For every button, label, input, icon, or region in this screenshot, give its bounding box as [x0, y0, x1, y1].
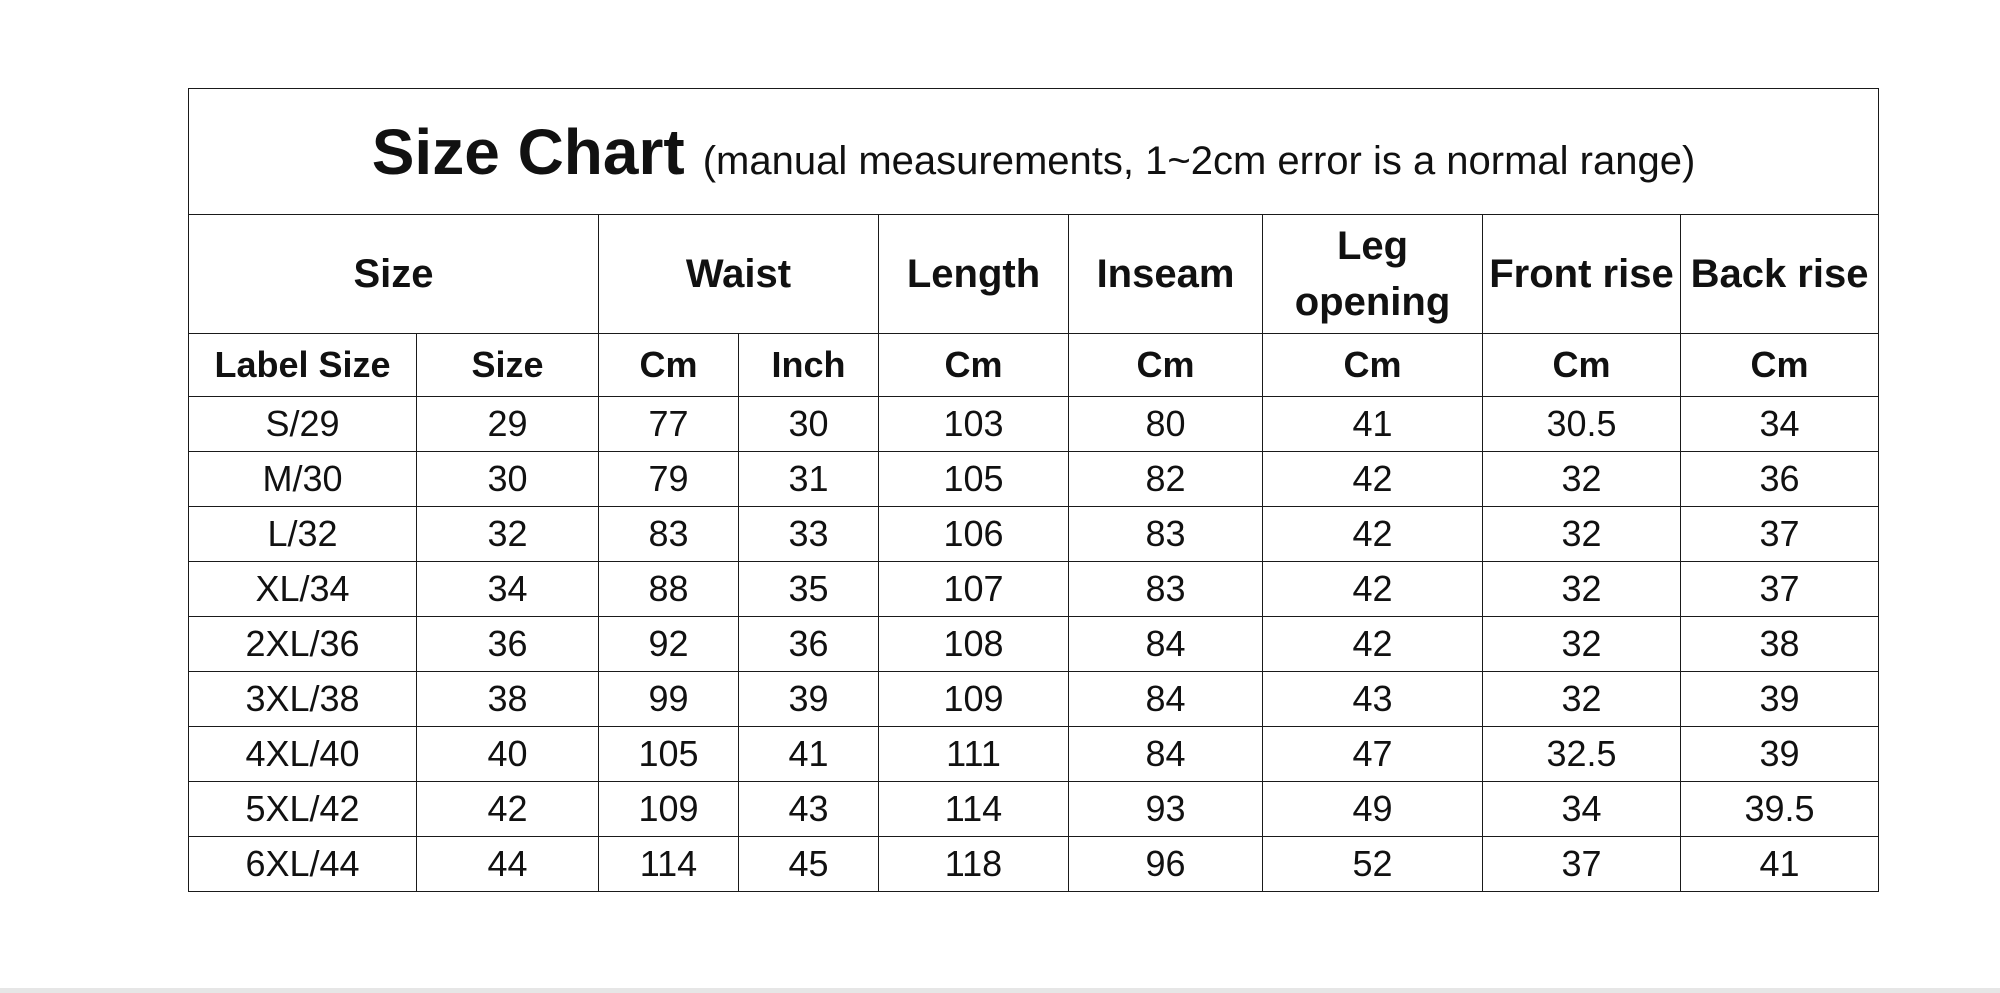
table-cell: 30: [739, 397, 879, 452]
table-cell: 114: [879, 782, 1069, 837]
table-cell: 36: [739, 617, 879, 672]
header-leg-opening: Leg opening: [1263, 215, 1483, 334]
table-cell: 29: [417, 397, 599, 452]
table-cell: 107: [879, 562, 1069, 617]
table-cell: 41: [1681, 837, 1879, 892]
header-size: Size: [189, 215, 599, 334]
table-cell: 106: [879, 507, 1069, 562]
table-cell: 34: [1681, 397, 1879, 452]
table-cell: 42: [1263, 507, 1483, 562]
table-cell: 38: [1681, 617, 1879, 672]
table-cell: 34: [417, 562, 599, 617]
table-cell: 83: [599, 507, 739, 562]
table-row: [189, 562, 1879, 617]
table-cell: 5XL/42: [189, 782, 417, 837]
table-cell: 103: [879, 397, 1069, 452]
table-cell: 3XL/38: [189, 672, 417, 727]
table-cell: 42: [1263, 617, 1483, 672]
table-cell: 80: [1069, 397, 1263, 452]
header-front-rise: Front rise: [1483, 215, 1681, 334]
table-cell: 99: [599, 672, 739, 727]
header-waist: Waist: [599, 215, 879, 334]
table-cell: M/30: [189, 452, 417, 507]
table-row: [189, 782, 1879, 837]
header-back-rise: Back rise: [1681, 215, 1879, 334]
table-cell: 84: [1069, 727, 1263, 782]
table-cell: 31: [739, 452, 879, 507]
table-cell: 4XL/40: [189, 727, 417, 782]
unit-cell: Cm: [1681, 334, 1879, 397]
table-cell: 111: [879, 727, 1069, 782]
title-cell: [189, 89, 1879, 215]
table-cell: 43: [1263, 672, 1483, 727]
table-cell: 32: [417, 507, 599, 562]
table-cell: 47: [1263, 727, 1483, 782]
table-cell: 42: [1263, 452, 1483, 507]
table-cell: 37: [1681, 507, 1879, 562]
table-cell: 96: [1069, 837, 1263, 892]
table-cell: 52: [1263, 837, 1483, 892]
table-cell: 39: [739, 672, 879, 727]
table-cell: 42: [1263, 562, 1483, 617]
table-cell: 32: [1483, 507, 1681, 562]
table-cell: 42: [417, 782, 599, 837]
unit-cell: Cm: [1263, 334, 1483, 397]
table-cell: 49: [1263, 782, 1483, 837]
table-cell: 82: [1069, 452, 1263, 507]
bottom-divider: [0, 988, 2000, 993]
table-cell: 39: [1681, 672, 1879, 727]
table-cell: 93: [1069, 782, 1263, 837]
table-cell: 109: [599, 782, 739, 837]
header-row: [189, 215, 1879, 334]
table-cell: 105: [879, 452, 1069, 507]
page-subtitle: (manual measurements, 1~2cm error is a normal range): [702, 138, 1696, 183]
table-cell: 43: [739, 782, 879, 837]
table-cell: 2XL/36: [189, 617, 417, 672]
table-row: [189, 507, 1879, 562]
table-row: [189, 672, 1879, 727]
table-cell: L/32: [189, 507, 417, 562]
table-cell: 32: [1483, 452, 1681, 507]
unit-row: [189, 334, 1879, 397]
table-cell: 32: [1483, 562, 1681, 617]
unit-cell: Cm: [599, 334, 739, 397]
table-cell: 32.5: [1483, 727, 1681, 782]
table-cell: 34: [1483, 782, 1681, 837]
unit-cell: Cm: [1069, 334, 1263, 397]
unit-cell: Size: [417, 334, 599, 397]
table-cell: 36: [1681, 452, 1879, 507]
table-cell: 83: [1069, 562, 1263, 617]
table-cell: 40: [417, 727, 599, 782]
table-cell: 77: [599, 397, 739, 452]
table-cell: 84: [1069, 617, 1263, 672]
table-cell: 45: [739, 837, 879, 892]
table-cell: 6XL/44: [189, 837, 417, 892]
table-cell: 30.5: [1483, 397, 1681, 452]
table-cell: 118: [879, 837, 1069, 892]
table-cell: 32: [1483, 617, 1681, 672]
page-title: Size Chart: [371, 115, 685, 188]
unit-cell: Inch: [739, 334, 879, 397]
title-row: [189, 89, 1879, 215]
table-cell: 44: [417, 837, 599, 892]
table-cell: 41: [1263, 397, 1483, 452]
size-chart-table: [188, 88, 1879, 892]
table-cell: 92: [599, 617, 739, 672]
table-cell: 109: [879, 672, 1069, 727]
table-row: [189, 727, 1879, 782]
table-cell: 79: [599, 452, 739, 507]
header-length: Length: [879, 215, 1069, 334]
unit-cell: Cm: [1483, 334, 1681, 397]
table-row: [189, 617, 1879, 672]
table-cell: 38: [417, 672, 599, 727]
table-cell: 30: [417, 452, 599, 507]
table-cell: 36: [417, 617, 599, 672]
table-cell: 37: [1681, 562, 1879, 617]
table-row: [189, 452, 1879, 507]
table-cell: S/29: [189, 397, 417, 452]
table-cell: 83: [1069, 507, 1263, 562]
header-inseam: Inseam: [1069, 215, 1263, 334]
table-cell: 108: [879, 617, 1069, 672]
table-cell: 32: [1483, 672, 1681, 727]
table-cell: 37: [1483, 837, 1681, 892]
table-cell: 41: [739, 727, 879, 782]
table-cell: 33: [739, 507, 879, 562]
table-cell: 105: [599, 727, 739, 782]
table-cell: XL/34: [189, 562, 417, 617]
unit-cell: Cm: [879, 334, 1069, 397]
table-cell: 114: [599, 837, 739, 892]
table-cell: 35: [739, 562, 879, 617]
table-cell: 39.5: [1681, 782, 1879, 837]
table-cell: 39: [1681, 727, 1879, 782]
table-row: [189, 837, 1879, 892]
table-cell: 88: [599, 562, 739, 617]
table-row: [189, 397, 1879, 452]
unit-cell: Label Size: [189, 334, 417, 397]
table-cell: 84: [1069, 672, 1263, 727]
